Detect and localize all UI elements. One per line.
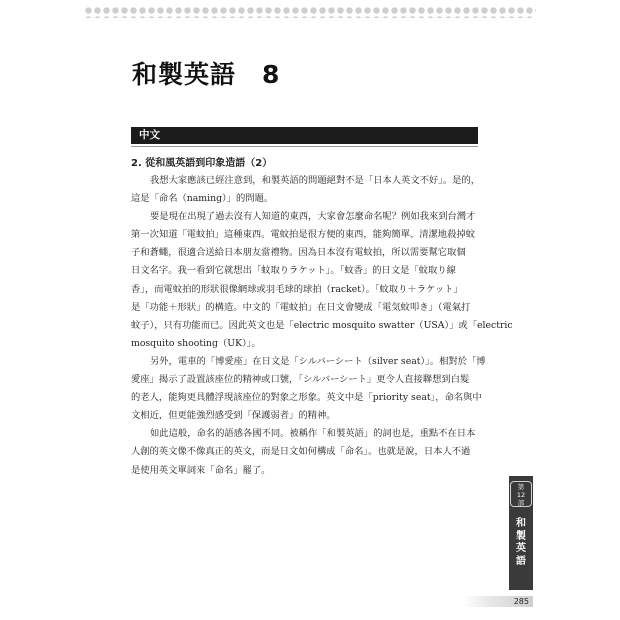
part-label-top: 第 bbox=[517, 483, 525, 491]
part-label-bottom: 部 bbox=[517, 499, 525, 507]
body-line: 這是「命名（naming）」的問題。 bbox=[131, 193, 274, 205]
body-line: 香」，而電蚊拍的形狀很像網球或羽毛球的球拍（racket）。「蚊取り＋ラケット」 bbox=[131, 283, 463, 295]
body-line: 的老人，能夠更具體浮現該座位的對象之形象。英文中是「priority seat」，命名與中 bbox=[131, 392, 482, 404]
body-line: 如此這般，命名的語感各國不同。被稱作「和製英語」的詞也是，重點不在日本 bbox=[150, 428, 476, 440]
dot-pattern-decoration bbox=[84, 6, 536, 18]
part-number-badge bbox=[510, 481, 532, 507]
body-line: 愛座」揭示了設置該座位的精神或口號，「シルバーシート」更令人直接聯想到白髮 bbox=[131, 374, 470, 386]
article-heading: 2. 從和風英語到印象造語（2） bbox=[131, 158, 273, 169]
section-divider bbox=[131, 146, 478, 147]
page-number: 285 bbox=[513, 597, 529, 606]
page-title: 和製英語 8 bbox=[132, 59, 281, 89]
body-line: 文相近，但更能強烈感受到「保護弱者」的精神。 bbox=[131, 410, 336, 422]
section-bar bbox=[131, 127, 478, 144]
tab-char: 英 bbox=[516, 543, 526, 554]
tab-char: 語 bbox=[516, 555, 526, 567]
part-number: 12 bbox=[516, 491, 526, 499]
body-line: 第一次知道「電蚊拍」這種東西。電蚊拍是很方便的東西，能夠簡單、清潔地殺掉蚊 bbox=[131, 229, 475, 241]
chapter-side-tab bbox=[509, 476, 533, 590]
chapter-title-vertical bbox=[509, 518, 533, 568]
body-line: 另外，電車的「博愛座」在日文是「シルバーシート（silver seat）」。相對於「博 bbox=[150, 355, 486, 367]
body-line: 子和蒼蠅，很適合送給日本朋友當禮物。因為日本沒有電蚊拍，所以需要幫它取個 bbox=[131, 247, 466, 259]
page-number-band bbox=[463, 596, 533, 607]
body-line: 是使用英文單詞來「命名」罷了。 bbox=[131, 464, 271, 476]
body-line: 日文名字。我一看到它就想出「蚊取りラケット」。「蚊香」的日文是「蚊取り線 bbox=[131, 265, 456, 277]
body-line: 我想大家應該已經注意到，和製英語的問題絕對不是「日本人英文不好」。是的， bbox=[150, 175, 481, 186]
article-body bbox=[131, 172, 513, 480]
body-line: mosquito shooting（UK）」。 bbox=[131, 337, 261, 349]
tab-char: 製 bbox=[516, 530, 526, 542]
body-line: 人創的英文像不像真正的英文，而是日文如何構成「命名」。也就是說，日本人不過 bbox=[131, 446, 471, 458]
section-label: 中文 bbox=[139, 129, 160, 141]
body-line: 蚊子），只有功能而已。因此英文也是「electric mosquito swatter（USA）」或「electric bbox=[131, 319, 513, 331]
tab-char: 和 bbox=[516, 518, 526, 529]
body-line: 要是現在出現了過去沒有人知道的東西，大家會怎麼命名呢？例如我來到台灣才 bbox=[150, 211, 476, 223]
body-line: 是「功能＋形狀」的構造。中文的「電蚊拍」在日文會變成「電気蚊叩き」（電氣打 bbox=[131, 301, 471, 313]
